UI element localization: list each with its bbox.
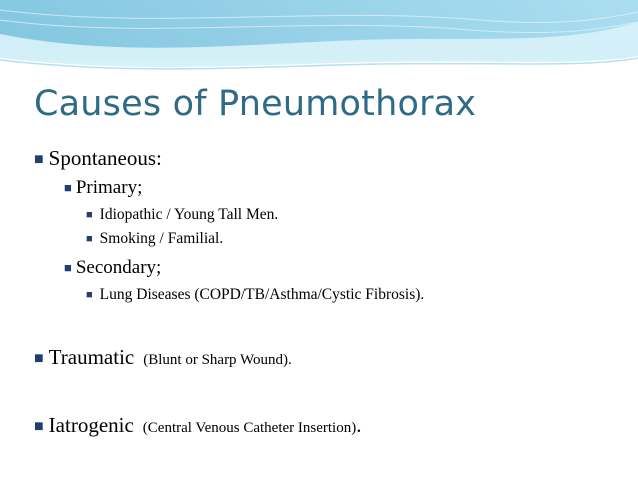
bullet-text: Lung Diseases (COPD/TB/Asthma/Cystic Fibrosis). — [99, 286, 425, 303]
slide-title: Causes of Pneumothorax — [34, 84, 477, 124]
bullet-secondary — [64, 257, 161, 279]
bullet-text: Iatrogenic — [48, 413, 134, 437]
bullet-spontaneous — [34, 146, 162, 171]
bullet-primary-idiopathic — [86, 206, 278, 224]
bullet-text: Spontaneous: — [48, 146, 162, 170]
bullet-note: (Central Venous Catheter Insertion) — [142, 420, 357, 436]
bullet-text: Idiopathic / Young Tall Men. — [99, 206, 279, 223]
bullet-primary — [64, 177, 142, 199]
bullet-iatrogenic — [34, 413, 361, 438]
square-bullet-icon: ■ — [86, 209, 93, 221]
square-bullet-icon: ■ — [64, 180, 72, 195]
bullet-text: Secondary; — [75, 257, 162, 278]
bullet-text: Primary; — [75, 177, 143, 198]
bullet-text: Smoking / Familial. — [99, 230, 224, 247]
bullet-traumatic — [34, 345, 292, 370]
bullet-text: Traumatic — [48, 345, 135, 369]
square-bullet-icon: ■ — [34, 418, 44, 435]
bullet-note-end: . — [356, 413, 362, 437]
square-bullet-icon: ■ — [34, 350, 44, 367]
bullet-secondary-lung-diseases — [86, 286, 424, 304]
square-bullet-icon: ■ — [86, 233, 93, 245]
bullet-primary-smoking — [86, 230, 223, 248]
bullet-note: (Blunt or Sharp Wound). — [143, 352, 292, 368]
decorative-wave-banner — [0, 0, 638, 82]
square-bullet-icon: ■ — [64, 260, 72, 275]
square-bullet-icon: ■ — [34, 151, 44, 168]
square-bullet-icon: ■ — [86, 289, 93, 301]
